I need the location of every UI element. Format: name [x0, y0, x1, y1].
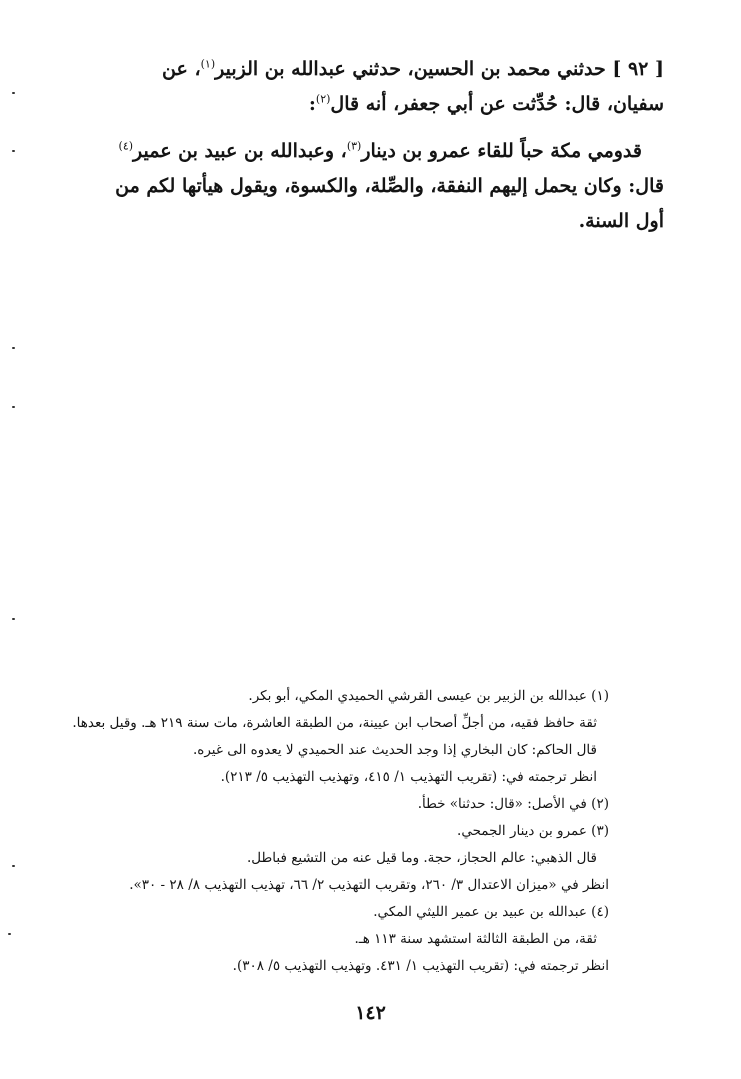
text-line: قال: وكان يحمل إليهم النفقة، والصِّلة، والكسوة، ويقول هيأتها لكم من: [115, 175, 664, 197]
text-run: [ ٩٢ ] حدثني محمد بن الحسين، حدثني عبدالله بن الزبير: [215, 58, 664, 80]
text-line: [52, 134, 664, 169]
footnote-3-title: (٣) عمرو بن دينار الجمحي.: [457, 823, 609, 839]
footnote-3-line: قال الذهبي: عالم الحجاز، حجة. وما قيل عنه من التشيع فباطل.: [247, 850, 597, 866]
scan-speck: [8, 933, 11, 935]
footnote-1-title: (١) عبدالله بن الزبير بن عيسى القرشي الحميدي المكي، أبو بكر.: [248, 688, 609, 704]
scan-speck: [12, 618, 15, 620]
footnote-2-title: (٢) في الأصل: «قال: حدثنا» خطأ.: [417, 796, 609, 812]
footnote-1-line: قال الحاكم: كان البخاري إذا وجد الحديث عند الحميدي لا يعدوه الى غيره.: [192, 742, 597, 758]
scan-speck: [12, 865, 15, 867]
footnote-1-line: ثقة حافظ فقيه، من أجلِّ أصحاب ابن عيينة، من الطبقة العاشرة، مات سنة ٢١٩ هـ. وقيل بعدها.: [72, 715, 597, 731]
footnotes-section: [49, 683, 609, 980]
scan-speck: [12, 92, 15, 94]
text-line: أول السنة.: [578, 210, 664, 232]
hadith-text: [52, 134, 664, 239]
hadith-paragraph-2: [52, 134, 664, 239]
text-run: ، وعبدالله بن عبيد بن عمير: [133, 140, 347, 162]
text-line: [52, 87, 664, 122]
hadith-paragraph-1: [52, 52, 664, 122]
footnote-ref-2[interactable]: (٢): [315, 92, 331, 106]
scan-speck: [12, 406, 15, 408]
text-line: [52, 52, 664, 87]
footnote-ref-4[interactable]: (٤): [118, 139, 134, 153]
footnote-4-title: (٤) عبدالله بن عبيد بن عمير الليثي المكي.: [373, 904, 609, 920]
text-run: سفيان، قال: حُدِّثت عن أبي جعفر، أنه قال: [330, 93, 664, 115]
footnote-ref-1[interactable]: (١): [200, 57, 216, 71]
scan-speck: [12, 150, 15, 152]
footnote-4-line: انظر ترجمته في: (تقريب التهذيب ١/ ٤٣١. وتهذيب التهذيب ٥/ ٣٠٨).: [232, 958, 609, 974]
footnote-1-line: انظر ترجمته في: (تقريب التهذيب ١/ ٤١٥، وتهذيب التهذيب ٥/ ٢١٣).: [220, 769, 597, 785]
page-number: ١٤٢: [355, 1002, 386, 1024]
footnote-4-line: ثقة، من الطبقة الثالثة استشهد سنة ١١٣ هـ.: [354, 931, 597, 947]
text-run: ، عن: [162, 58, 201, 80]
scan-speck: [12, 347, 15, 349]
footnote-ref-3[interactable]: (٣): [346, 139, 362, 153]
hadith-text: [52, 52, 664, 122]
text-run: :: [308, 93, 316, 115]
text-run: قدومي مكة حباً للقاء عمرو بن دينار: [361, 140, 642, 162]
footnote-3-line: انظر في «ميزان الاعتدال ٣/ ٢٦٠، وتقريب التهذيب ٢/ ٦٦، تهذيب التهذيب ٨/ ٢٨ - ٣٠».: [129, 877, 609, 893]
